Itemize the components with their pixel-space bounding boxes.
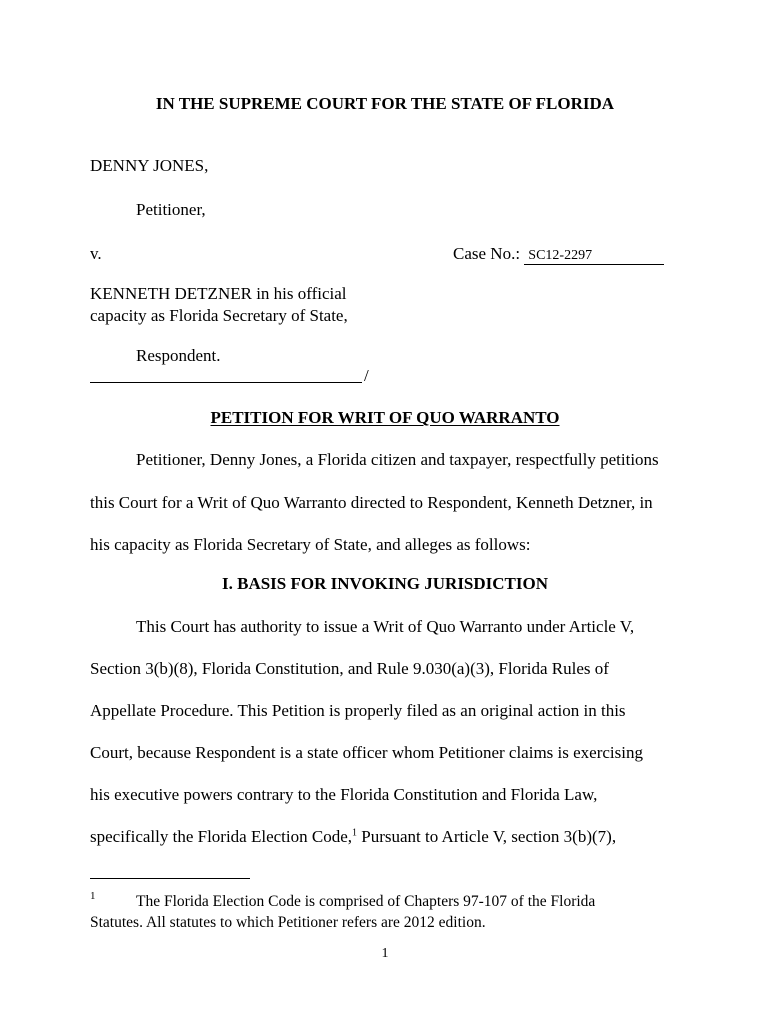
case-number: [453, 244, 664, 265]
footnote-line-1: The Florida Election Code is comprised of Chapters 97-107 of the Florida: [136, 893, 596, 910]
section-1-heading: I. BASIS FOR INVOKING JURISDICTION: [221, 574, 549, 593]
case-number-label: Case No.:: [453, 244, 521, 263]
section-1-line-6-end: Pursuant to Article V, section 3(b)(7),: [357, 827, 617, 846]
versus-label: v.: [90, 244, 102, 263]
respondent-name-line2: capacity as Florida Secretary of State,: [90, 306, 348, 325]
intro-line-3: his capacity as Florida Secretary of State, and alleges as follows:: [90, 535, 531, 554]
court-heading: IN THE SUPREME COURT FOR THE STATE OF FLORIDA: [155, 94, 615, 113]
section-1-line-4: Court, because Respondent is a state officer whom Petitioner claims is exercising: [90, 743, 643, 762]
respondent-role: Respondent.: [136, 346, 221, 365]
section-1-line-6-start: specifically the Florida Election Code,: [90, 827, 353, 846]
section-1-line-5: his executive powers contrary to the Florida Constitution and Florida Law,: [90, 785, 598, 804]
section-1-line-6: [90, 827, 616, 847]
intro-line-2: this Court for a Writ of Quo Warranto directed to Respondent, Kenneth Detzner, in: [90, 493, 653, 512]
page-number: 1: [381, 946, 389, 961]
section-1-line-3: Appellate Procedure. This Petition is properly filed as an original action in this: [90, 701, 626, 720]
petitioner-name: DENNY JONES,: [90, 156, 209, 175]
footnote-reference: 1: [352, 827, 358, 839]
section-1-line-1: This Court has authority to issue a Writ of Quo Warranto under Article V,: [136, 617, 635, 636]
petition-title: PETITION FOR WRIT OF QUO WARRANTO: [210, 408, 560, 427]
case-number-value: SC12-2297: [524, 248, 664, 265]
petitioner-role: Petitioner,: [136, 200, 206, 219]
footnote-separator: [90, 878, 250, 879]
caption-divider-slash: /: [364, 366, 369, 385]
footnote-line-2: Statutes. All statutes to which Petitioner refers are 2012 edition.: [90, 914, 486, 931]
footnote-mark: 1: [90, 890, 96, 902]
caption-divider-line: [90, 382, 362, 383]
intro-line-1: Petitioner, Denny Jones, a Florida citizen and taxpayer, respectfully petitions: [136, 450, 659, 469]
respondent-name-line1: KENNETH DETZNER in his official: [90, 284, 347, 303]
section-1-line-2: Section 3(b)(8), Florida Constitution, and Rule 9.030(a)(3), Florida Rules of: [90, 659, 609, 678]
